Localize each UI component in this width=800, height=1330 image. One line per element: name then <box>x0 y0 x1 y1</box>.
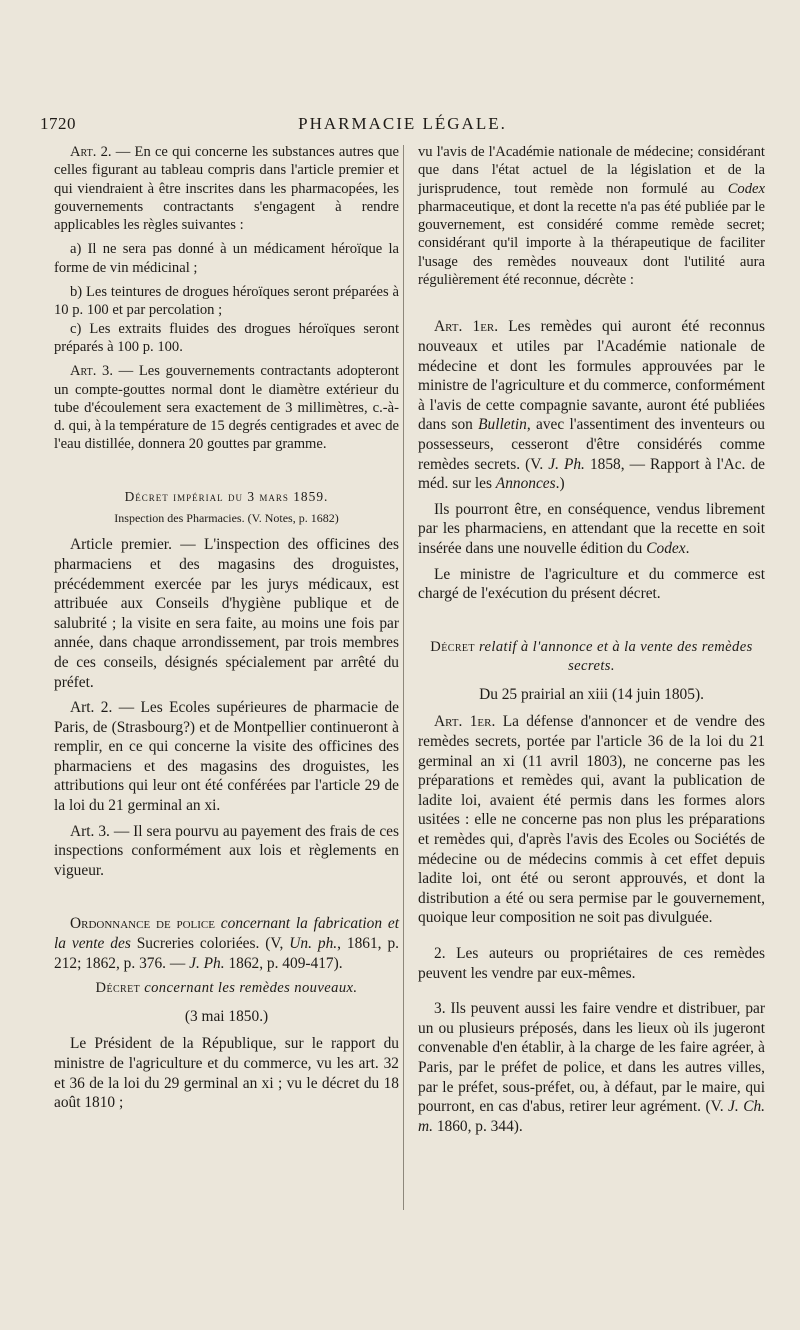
ordonnance-paragraph: Ordonnance de police concernant la fabrication et la vente des Sucreries coloriées. (V, Un. ph., 1861, p. 212; 1862, p. 376. — J. Ph. 1862, p. 409-417). <box>54 915 399 972</box>
decree-1859-body <box>54 535 399 1112</box>
decree-1850-article-1: Art. 1er. Les remèdes qui auront été reconnus nouveaux et utiles par l'Académie nationale de médecine et dont les formules approuvées par le ministre de l'agriculture et du commerce, conformément à l'avis de cette compagnie savante, auront été publiées dans son Bulletin, avec l'assentiment des inventeurs ou possesseurs, cesseront d'être considérés comme remèdes secrets. (V. J. Ph. 1858, — Rapport à l'Ac. de méd. sur les Annonces.) <box>418 318 765 493</box>
decree-1805-article-2: 2. Les auteurs ou propriétaires de ces remèdes peuvent les vendre par eux-mêmes. <box>418 945 765 982</box>
article-label: Art. 3. <box>70 363 113 380</box>
item-c-paragraph: c) Les extraits fluides des drogues héroïques seront préparés à 100 p. 100. <box>54 320 399 355</box>
decree-1850-title: Décret concernant les remèdes nouveaux. <box>95 980 358 997</box>
decree-1859-subtitle: Inspection des Pharmacies. (V. Notes, p. 1682) <box>114 511 339 526</box>
decree-1859-article-1: Article premier. — L'inspection des officines des pharmaciens et des magasins des droguistes, précédemment exercée par les jurys médicaux, est attribuée aux Conseils d'hygiène publique et de salubrité ; la visite en sera faite, au moins une fois par année, dans chaque arrondissement, par trois membres de ces conseils, désignés spécialement par arrêté du préfet. <box>54 536 399 691</box>
spacer <box>54 454 399 488</box>
running-title: PHARMACIE LÉGALE. <box>298 114 507 133</box>
spacer <box>418 934 765 944</box>
spacer <box>418 989 765 999</box>
decree-1805-date: Du 25 prairial an xiii (14 juin 1805). <box>479 685 704 703</box>
decree-1850-date: (3 mai 1850.) <box>184 1007 269 1025</box>
article-3-paragraph: Art. 3. — Les gouvernements contractants adopteront un compte-gouttes normal dont le diamètre extérieur du tube d'écoulement sera exactement de 3 millimètres, c.-à-d. qui, à la température de 15 degrés centigrades et avec de l'eau distillée, donnera 20 gouttes par gramme. <box>54 363 399 453</box>
page-header <box>40 114 765 138</box>
page-number: 1720 <box>40 114 76 133</box>
decree-1859-article-2: Art. 2. — Les Ecoles supérieures de pharmacie de Paris, de (Strasbourg?) et de Montpellier continueront à remplir, en ce qui concerne la visite des officines des pharmaciens et des magasins des droguistes, les attributions qui leur ont été conférées par l'article 29 de la loi du 21 germinal an xi. <box>54 699 399 815</box>
decree-1805-title: Décret relatif à l'annonce et à la vente des remèdes secrets. <box>430 638 753 675</box>
decree-1859-article-3: Art. 3. — Il sera pourvu au payement des frais de ces inspections conformément aux lois et règlements en vigueur. <box>54 822 399 879</box>
decree-1859-title: Décret impérial du 3 mars 1859. <box>124 488 329 504</box>
decree-1850-intro: Le Président de la République, sur le rapport du ministre de l'agriculture et du commerce, vu les art. 32 et 36 de la loi du 29 germinal an xi ; vu le décret du 18 août 1810 ; <box>54 1035 399 1112</box>
column-divider <box>403 145 404 1210</box>
decree-1850-paragraph-2: Ils pourront être, en conséquence, vendus librement par les pharmaciens, en attendant que la recette en soit insérée dans une nouvelle édition du Codex. <box>418 500 765 557</box>
item-b-paragraph: b) Les teintures de drogues héroïques seront préparées à 10 p. 100 et par percolation ; <box>54 284 399 319</box>
article-2-paragraph: Art. 2. — En ce qui concerne les substances autres que celles figurant au tableau compris dans l'article premier et qui viendraient à être inscrites dans les pharmacopées, les gouvernements contractants s'engagent à rendre applicables les règles suivantes : <box>54 144 399 234</box>
left-column <box>54 143 399 1113</box>
decree-1850-body <box>418 317 765 1136</box>
decree-1850-paragraph-3: Le ministre de l'agriculture et du commerce est chargé de l'exécution du présent décret. <box>418 565 765 603</box>
decree-1850-continuation: vu l'avis de l'Académie nationale de médecine; considérant que dans l'état actuel de la législation et de la jurisprudence, tout remède non formulé au Codex pharmaceutique, et dont la recette n'a pas été publiée par le gouvernement, est considéré comme remède secret; considérant qu'il importe à la thérapeutique de faciliter l'usage des remèdes nouveaux dont l'utilité aura régulièrement été reconnue, décrète : <box>418 144 765 289</box>
decree-1805-article-1: Art. 1er. La défense d'annoncer et de vendre des remèdes secrets, portée par l'article 36 de la loi du 21 germinal an xi (11 avril 1803), ne concerne pas les préparations et remèdes qui, avant la publication de ladite loi, avaient été permis dans les formes alors usitées : elle ne concerne pas non plus les préparations et remèdes qui, d'après l'avis des Ecoles ou Sociétés de médecine ou de médecins commis à cet effet depuis ladite loi, ont été ou seront approuvés, et dont la distribution a été ou sera permise par le gouvernement, quoique leur composition ne soit pas divulguée. <box>418 713 765 927</box>
item-a-paragraph: a) Il ne sera pas donné à un médicament héroïque la forme de vin médicinal ; <box>54 241 399 276</box>
decree-1805-article-3: 3. Ils peuvent aussi les faire vendre et distribuer, par un ou plusieurs préposés, dans les lieux où ils jugeront convenable d'en établir, à la charge de les faire agréer, à Paris, par le préfet de police, et dans les autres villes, par le préfet, sous-préfet, ou, à défaut, par le maire, qui pourront, en cas d'abus, retirer leur agrément. (V. J. Ch. m. 1860, p. 344). <box>418 1000 766 1135</box>
spacer <box>418 295 765 317</box>
right-column <box>418 143 765 1136</box>
spacer <box>418 604 765 638</box>
article-label: Art. 2. <box>70 144 112 160</box>
spacer <box>54 880 399 914</box>
